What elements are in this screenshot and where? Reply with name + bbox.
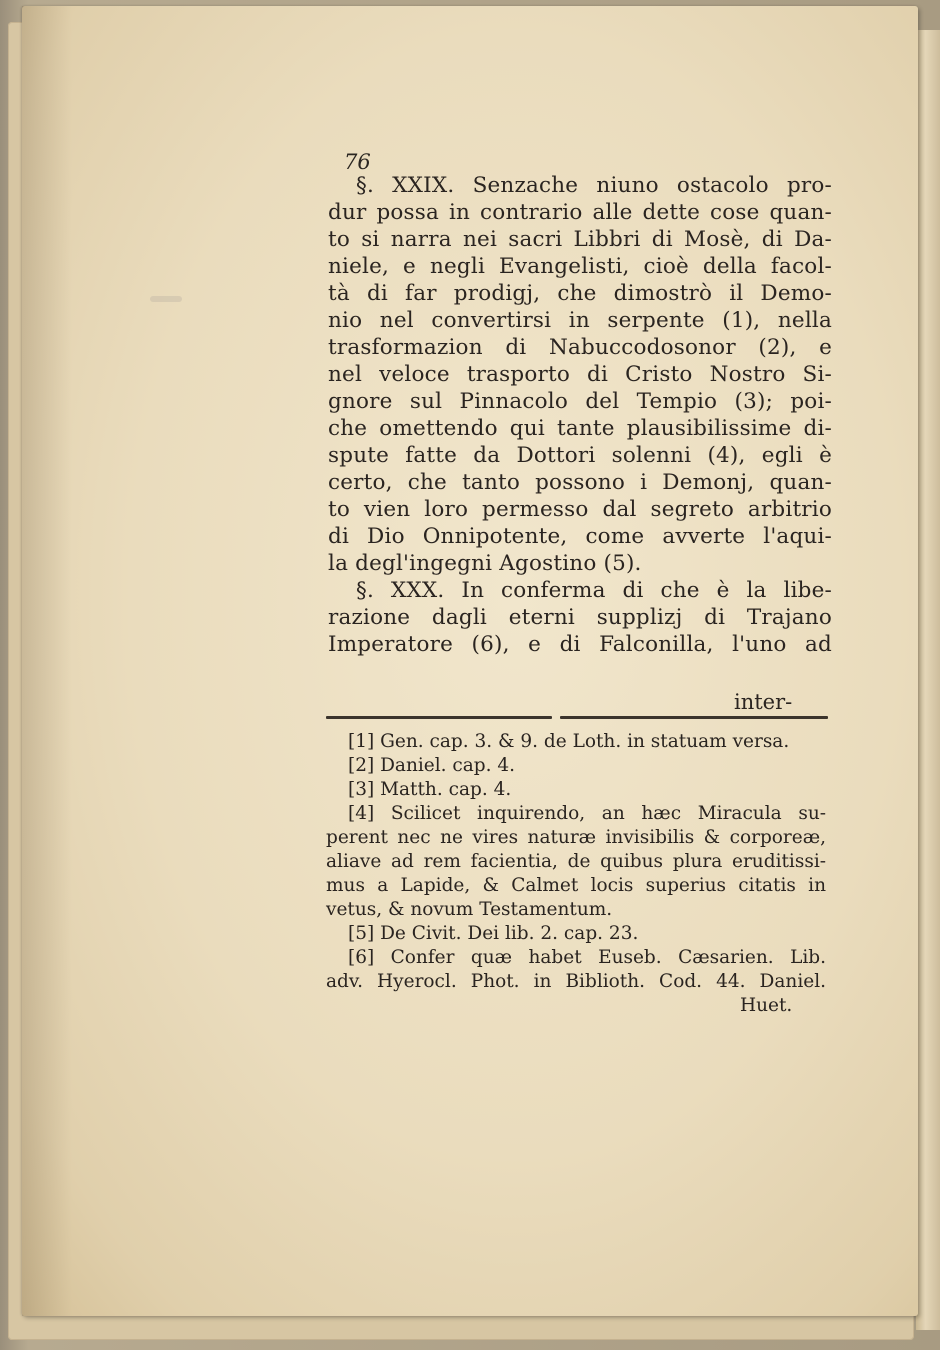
footnote-rule-left [326,716,552,719]
footnote-line: vetus, & novum Testamentum. [326,899,613,920]
page-number: 76 [344,150,371,174]
body-line: gnore sul Pinnacolo del Tempio (3); poi- [328,389,832,414]
body-line: di Dio Onnipotente, come avverte l'aqui- [328,524,832,549]
body-line: spute fatte da Dottori solenni (4), egli è [328,443,832,468]
body-line: trasformazion di Nabuccodosonor (2), e [328,335,832,360]
body-line: nio nel convertirsi in serpente (1), nella [328,308,832,333]
footnote-rule-right [560,716,828,719]
footnote-line: mus a Lapide, & Calmet locis superius citatis in [326,875,826,896]
body-line: tà di far prodigj, che dimostrò il Demo- [328,281,832,306]
body-line: §. XXIX. Senzache niuno ostacolo pro- [356,173,832,198]
body-line: nel veloce trasporto di Cristo Nostro Si- [328,362,832,387]
footnote-line: adv. Hyerocl. Phot. in Biblioth. Cod. 44. Daniel. [326,971,826,992]
footnote-line: aliave ad rem facientia, de quibus plura eruditissi- [326,851,826,872]
body-line: la degl'ingegni Agostino (5). [328,551,642,576]
body-line: dur possa in contrario alle dette cose quan- [328,200,832,225]
body-line: razione dagli eterni supplizj di Trajano [328,605,832,630]
footnote-catchword: Huet. [740,995,793,1016]
body-line: Imperatore (6), e di Falconilla, l'uno ad [328,632,832,657]
body-line: certo, che tanto possono i Demonj, quan- [328,470,832,495]
body-line: to si narra nei sacri Libbri di Mosè, di Da- [328,227,832,252]
catchword: inter- [734,690,793,714]
footnote-line: [4] Scilicet inquirendo, an hæc Miracula su- [348,803,826,824]
body-line: niele, e negli Evangelisti, cioè della facol- [328,254,832,279]
footnote-line: [6] Confer quæ habet Euseb. Cæsarien. Lib. [348,947,826,968]
footnote-line: perent nec ne vires naturæ invisibilis & corporeæ, [326,827,826,848]
gutter-shadow [22,6,72,1316]
paper-mark [150,296,182,302]
body-line: to vien loro permesso dal segreto arbitrio [328,497,832,522]
footnote-line: [1] Gen. cap. 3. & 9. de Loth. in statuam versa. [348,731,790,752]
body-line: che omettendo qui tante plausibilissime di- [328,416,832,441]
body-line: §. XXX. In conferma di che è la libe- [356,578,832,603]
footnote-line: [3] Matth. cap. 4. [348,779,512,800]
facing-page-edge [916,30,940,1330]
footnote-line: [5] De Civit. Dei lib. 2. cap. 23. [348,923,639,944]
footnote-line: [2] Daniel. cap. 4. [348,755,516,776]
